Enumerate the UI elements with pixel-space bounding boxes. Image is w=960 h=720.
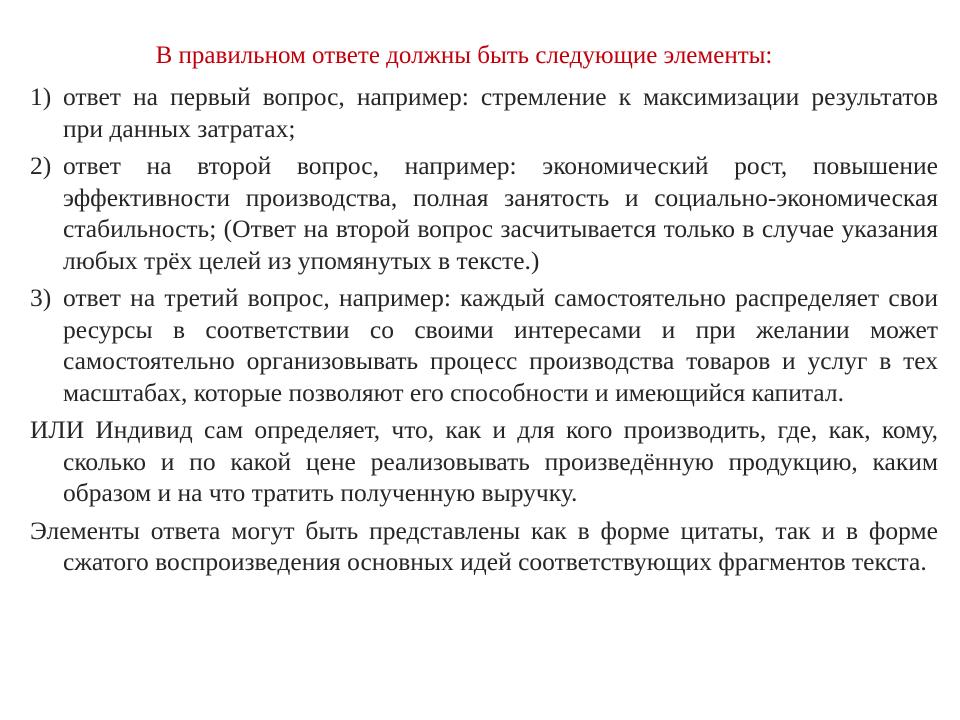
- grading-note: Элементы ответа могут быть представлены как в форме цитаты, так и в форме сжатого воспроизведения основных идей соответствующих фрагментов текста.: [30, 515, 938, 576]
- item-text: ответ на третий вопрос, например: каждый самостоятельно распределяет свои ресурсы в соответствии со своими интересами и при желании может самостоятельно организовывать процесс производства товаров и услуг в тех масштабах, которые позволяют его способности и имеющийся капитал.: [63, 283, 938, 407]
- alternative-answer: ИЛИ Индивид сам определяет, что, как и для кого производить, где, как, кому, сколько и по какой цене реализовывать произведённую продукцию, каким образом и на что тратить полученную выручку.: [30, 415, 938, 507]
- slide-heading: В правильном ответе должны быть следующие элементы:: [155, 42, 773, 69]
- item-text: ответ на первый вопрос, например: стремление к максимизации результатов при данных затратах;: [63, 82, 938, 143]
- item-number: 1): [30, 82, 52, 111]
- answer-item-3: [30, 282, 938, 408]
- item-text: ответ на второй вопрос, например: экономический рост, повышение эффективности производства, полная занятость и социально-экономическая стабильность; (Ответ на второй вопрос засчитывается только в случае указания любых трёх целей из упомянутых в тексте.): [63, 151, 938, 275]
- answer-item-2: [30, 150, 938, 276]
- item-number: 3): [30, 283, 52, 312]
- answer-item-1: [30, 81, 938, 144]
- item-number: 2): [30, 151, 52, 180]
- answer-slide: [30, 40, 938, 584]
